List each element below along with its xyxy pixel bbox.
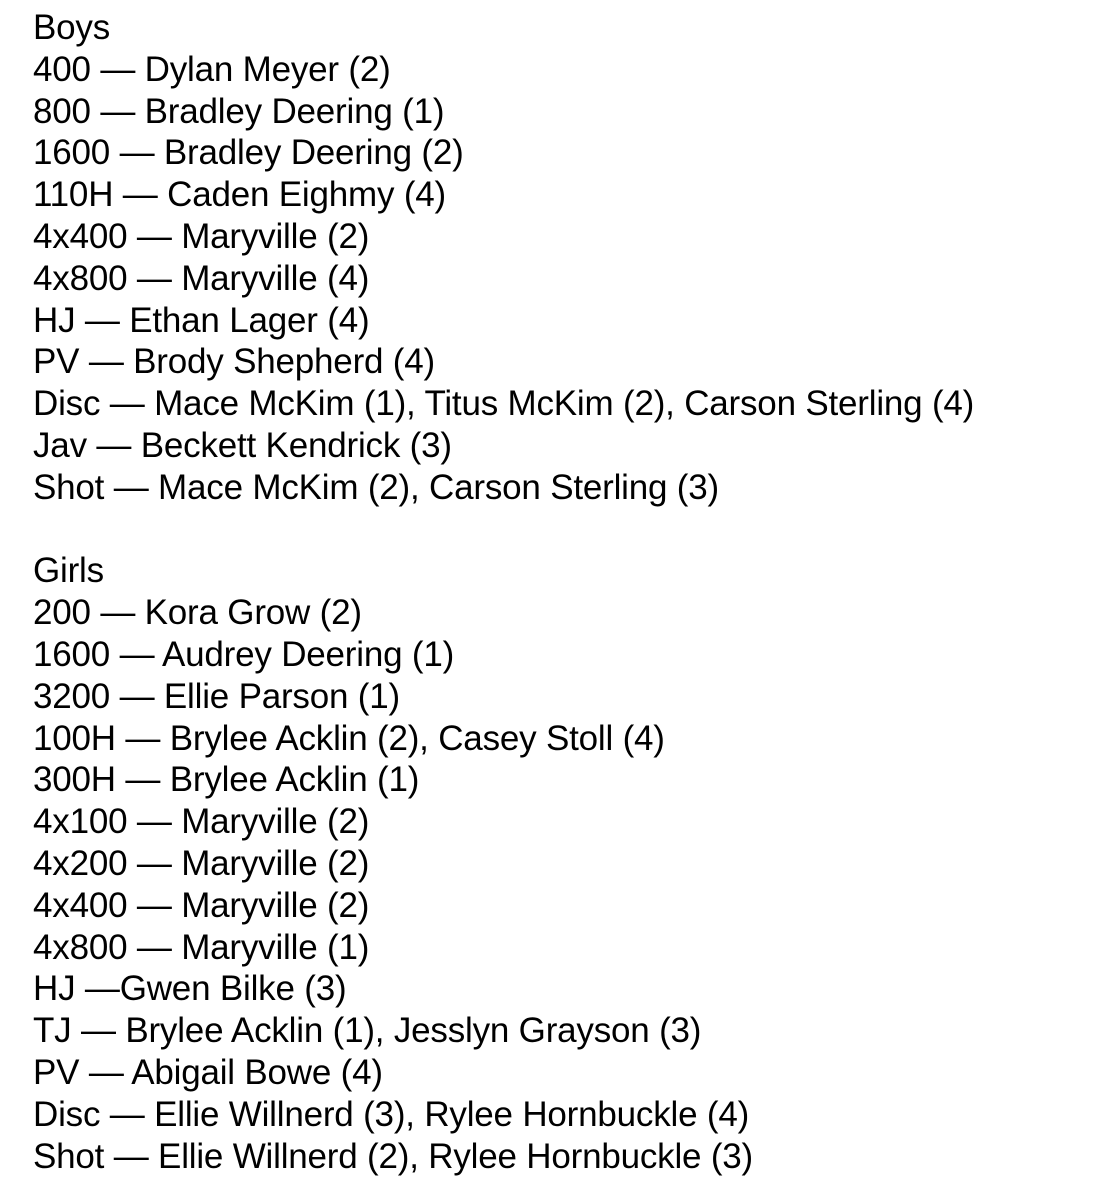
girls-result-line: 4x800 — Maryville (1) [33, 927, 370, 967]
boys-result-line: Jav — Beckett Kendrick (3) [33, 425, 452, 465]
boys-section [33, 7, 1093, 509]
boys-result-line: Disc — Mace McKim (1), Titus McKim (2), Carson Sterling (4) [33, 384, 975, 424]
girls-result-line: HJ —Gwen Bilke (3) [33, 969, 347, 1009]
girls-result-line: 200 — Kora Grow (2) [33, 593, 362, 633]
girls-result-line: 4x400 — Maryville (2) [33, 885, 370, 925]
girls-result-line: 3200 — Ellie Parson (1) [33, 676, 400, 716]
girls-section [33, 550, 1093, 1177]
boys-result-line: 400 — Dylan Meyer (2) [33, 49, 391, 89]
girls-result-line: PV — Abigail Bowe (4) [33, 1052, 383, 1092]
boys-result-line: 4x800 — Maryville (4) [33, 258, 370, 298]
section-spacer [33, 509, 1093, 551]
girls-result-line: 4x100 — Maryville (2) [33, 802, 370, 842]
girls-result-line: 1600 — Audrey Deering (1) [33, 634, 455, 674]
boys-result-line: 4x400 — Maryville (2) [33, 216, 370, 256]
girls-result-line: TJ — Brylee Acklin (1), Jesslyn Grayson (3) [33, 1011, 702, 1051]
girls-heading: Girls [33, 551, 104, 591]
girls-result-line: Disc — Ellie Willnerd (3), Rylee Hornbuckle (4) [33, 1094, 750, 1134]
girls-result-line: Shot — Ellie Willnerd (2), Rylee Hornbuckle (3) [33, 1136, 754, 1176]
boys-result-line: Shot — Mace McKim (2), Carson Sterling (3) [33, 467, 719, 507]
boys-heading: Boys [33, 8, 111, 47]
girls-result-line: 100H — Brylee Acklin (2), Casey Stoll (4) [33, 718, 665, 758]
girls-result-line: 300H — Brylee Acklin (1) [33, 760, 420, 800]
boys-result-line: 800 — Bradley Deering (1) [33, 91, 445, 131]
boys-result-line: 1600 — Bradley Deering (2) [33, 133, 464, 173]
boys-result-line: PV — Brody Shepherd (4) [33, 342, 435, 382]
boys-result-line: 110H — Caden Eighmy (4) [33, 175, 446, 215]
results-document [33, 7, 1093, 1177]
boys-result-line: HJ — Ethan Lager (4) [33, 300, 370, 340]
girls-result-line: 4x200 — Maryville (2) [33, 843, 370, 883]
